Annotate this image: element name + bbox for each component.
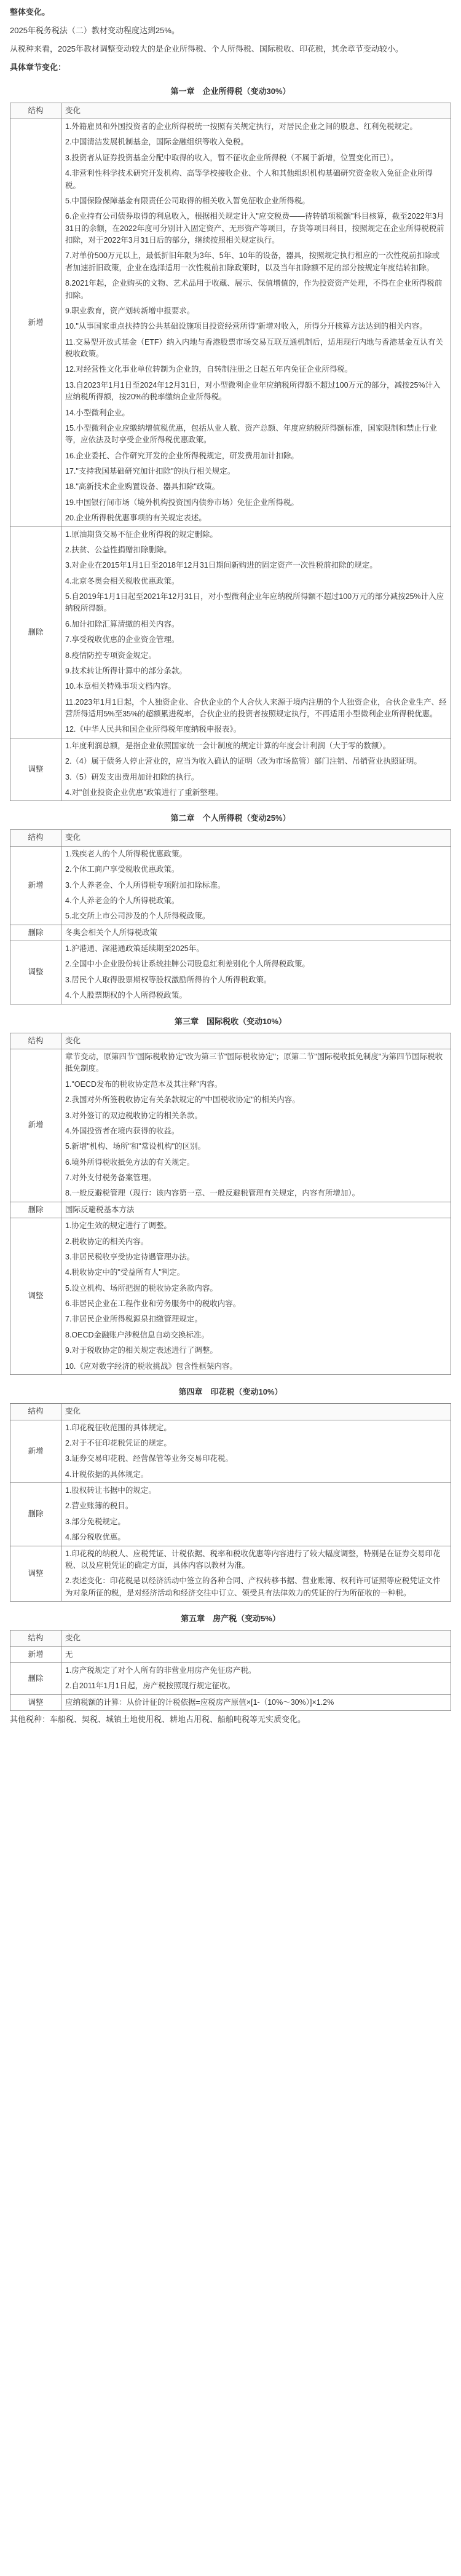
chapter-table <box>10 1403 451 1602</box>
table-row <box>10 1049 451 1202</box>
list-item: 1.印花税的纳税人、应税凭证、计税依据、税率和税收优惠等内容进行了较大幅度调整，特别是在证券交易印花税、以及应税凭证的确定方面，具体内容以教材为准。 <box>65 1549 441 1570</box>
table-row <box>10 1694 451 1710</box>
list-item: 2.我国对外所签税收协定有关条款规定的"中国税收协定"的相关内容。 <box>65 1095 300 1105</box>
row-category: 调整 <box>10 941 61 1004</box>
list-item: 2.自2011年1月1日起，房产税按照现行规定征收。 <box>65 1681 235 1691</box>
row-category: 新增 <box>10 119 61 527</box>
list-item: 17."支持我国基础研究加计扣除"的执行相关规定。 <box>65 467 235 476</box>
list-item: 3.对外签订的双边税收协定的相关条款。 <box>65 1111 202 1120</box>
list-item: 4.北京冬奥会相关税收优惠政策。 <box>65 576 179 585</box>
list-item: 6.加计扣除汇算清缴的相关内容。 <box>65 619 179 628</box>
table-row <box>10 1202 451 1218</box>
list-item: 2.（4）属于债务人停止营业的，应当为收入确认的证明（改为市场监管）部门注销、吊销营业执照证明。 <box>65 757 422 766</box>
list-item: 8.2021年起，企业购买的文物、艺术品用于收藏、展示、保值增值的，作为投资资产处理，不得在企业所得税前扣除。 <box>65 279 443 300</box>
list-item: 1.外籍雇员和外国投资者的企业所得税统一按照有关规定执行，对居民企业之间的股息、红利免税规定。 <box>65 122 417 131</box>
list-item: 5.中国保险保障基金有限责任公司取得的相关收入暂免征收企业所得税。 <box>65 196 310 205</box>
table-row <box>10 1662 451 1694</box>
list-item: 3.投资者从证券投资基金分配中取得的收入，暂不征收企业所得税（不属于新增，位置变化而已）。 <box>65 153 398 162</box>
table-row <box>10 1546 451 1602</box>
table-header-row <box>10 103 451 119</box>
list-item: 3.居民个人取得股票期权等股权激励所得的个人所得税政策。 <box>65 975 272 984</box>
row-items <box>61 119 451 527</box>
list-item: 冬奥会相关个人所得税政策 <box>65 928 158 937</box>
list-item: 1.年度利润总额，是指企业依照国家统一会计制度的规定计算的年度会计利润（大于零的数额）。 <box>65 741 391 750</box>
chapter-table <box>10 103 451 802</box>
table-row <box>10 1646 451 1662</box>
row-category: 新增 <box>10 846 61 925</box>
list-item: 5.设立机构、场所把握的税收协定条款内容。 <box>65 1283 218 1293</box>
table-row <box>10 738 451 801</box>
header-change: 变化 <box>61 103 451 119</box>
list-item: 7.享受税收优惠的企业资金管理。 <box>65 635 179 644</box>
row-items <box>61 1646 451 1662</box>
list-item: 9.技术转让所得计算中的部分条款。 <box>65 666 187 675</box>
list-item: 4.计税依据的具体规定。 <box>65 1470 149 1479</box>
chapter-table <box>10 829 451 1004</box>
list-item: 18."高新技术企业购置设备、器具扣除"政策。 <box>65 482 220 491</box>
list-item: 2.营业账簿的税目。 <box>65 1501 133 1511</box>
row-category: 新增 <box>10 1420 61 1483</box>
list-item: 1.原油期货交易不征企业所得税的规定删除。 <box>65 530 218 539</box>
list-item: 4.个人养老金的个人所得税政策。 <box>65 896 179 905</box>
list-item: 4.非营利性科学技术研究开发机构、高等学校接收企业、个人和其他组织机构基础研究资金收入免征企业所得税。 <box>65 169 433 190</box>
table-header-row <box>10 830 451 846</box>
list-item: 1.残疾老人的个人所得税优惠政策。 <box>65 849 187 858</box>
list-item: 10."从事国家重点扶持的公共基础设施项目投资经营所得"新增对收入，所得分开核算方法达到的相关内容。 <box>65 322 427 331</box>
list-item: 15.小型微利企业应缴纳增值税优惠，包括从业人数、资产总额、年度应纳税所得额标准，国家限制和禁止行业等，应依法及时享受企业所得税优惠政策。 <box>65 423 437 445</box>
row-items <box>61 1662 451 1694</box>
row-items <box>61 1218 451 1375</box>
list-item: 2.税收协定的相关内容。 <box>65 1237 149 1246</box>
row-category: 删除 <box>10 527 61 738</box>
table-row <box>10 1218 451 1375</box>
list-item: 1."OECD发布的税收协定范本及其注释"内容。 <box>65 1079 223 1089</box>
list-item: 1.房产税规定了对个人所有的非营业用房产免征房产税。 <box>65 1666 256 1675</box>
chapter-table <box>10 1033 451 1375</box>
table-row <box>10 1483 451 1546</box>
list-item: 2.对于不征印花税凭证的规定。 <box>65 1438 171 1447</box>
list-item: 7.对外支付税务备案管理。 <box>65 1173 156 1183</box>
list-item: 8.OECD金融账户涉税信息自动交换标准。 <box>65 1330 210 1339</box>
list-item: 9.对于税收协定的相关规定表述进行了调整。 <box>65 1346 218 1355</box>
list-item: 9.职业教育，资产划转新增申报要求。 <box>65 306 195 315</box>
list-item: 7.非居民企业所得税源泉扣缴管理规定。 <box>65 1315 202 1324</box>
list-item: 8.疫情防控专项资金规定。 <box>65 651 156 660</box>
list-item: 2.全国中小企业股份转让系统挂牌公司股息红利差别化个人所得税政策。 <box>65 960 310 969</box>
list-item: 国际反避税基本方法 <box>65 1205 135 1214</box>
header-structure: 结构 <box>10 830 61 846</box>
chapters-container <box>10 85 451 1711</box>
closing-text: 其他税种：车船税、契税、城镇土地使用税、耕地占用税、船舶吨税等无实质变化。 <box>10 1715 306 1725</box>
header-structure: 结构 <box>10 1404 61 1420</box>
list-item: 12.《中华人民共和国企业所得税年度纳税申报表》。 <box>65 725 242 734</box>
list-item: 4.部分税收优惠。 <box>65 1533 125 1542</box>
list-item: 1.协定生效的规定进行了调整。 <box>65 1221 171 1231</box>
list-item: 5.新增"机构、场所"和"常设机构"的区别。 <box>65 1142 206 1151</box>
list-item: 3.非居民税收享受协定待遇管理办法。 <box>65 1252 195 1261</box>
row-items <box>61 1694 451 1710</box>
row-category: 删除 <box>10 1662 61 1694</box>
list-item: 11.交易型开放式基金（ETF）纳入内地与香港股票市场交易互联互通机制后，适用现行内地与香港基金互认有关税收政策。 <box>65 337 444 359</box>
row-items <box>61 941 451 1004</box>
list-item: 11.2023年1月1日起，个人独资企业、合伙企业的个人合伙人来源于境内注册的个人独资企业，合伙企业生产、经营所得适用5%至35%的超额累进税率，合伙企业的投资者按照规定执行，不再适用小型微利企业所得税优惠。 <box>65 697 447 719</box>
list-item: 1.沪港通、深港通政策延续期至2025年。 <box>65 944 204 953</box>
row-items <box>61 738 451 801</box>
list-item: 13.自2023年1月1日至2024年12月31日，对小型微利企业年应纳税所得额不超过100万元的部分，减按25%计入应纳税所得额，按20%的税率缴纳企业所得税。 <box>65 380 441 402</box>
list-item: 19.中国银行间市场（境外机构投资国内债券市场）免征企业所得税。 <box>65 498 299 507</box>
list-item: 7.对单价500万元以上，最低折旧年限为3年、5年、10年的设备，器具，按照规定执行相应的一次性税前扣除或者加速折旧政策，企业在选择适用一次性税前扣除政策时，以及当年扣除额不足的部分按规定年度结转扣除。 <box>65 251 440 272</box>
list-item: 2.个体工商户享受税收优惠政策。 <box>65 865 179 874</box>
table-header-row <box>10 1404 451 1420</box>
row-category: 调整 <box>10 1218 61 1375</box>
table-row <box>10 119 451 527</box>
table-row <box>10 1420 451 1483</box>
header-change: 变化 <box>61 1033 451 1049</box>
chapter-table <box>10 1630 451 1711</box>
list-item: 12.对经营性文化事业单位转制为企业的，自转制注册之日起五年内免征企业所得税。 <box>65 365 353 374</box>
list-item: 10.《应对数字经济的税收挑战》包含性框架内容。 <box>65 1361 237 1371</box>
list-item: 20.企业所得税优惠事项的有关规定表述。 <box>65 514 207 523</box>
list-item: 8.一般反避税管理（现行：该内容第一章、一般反避税管理有关规定，内容有所增加）。 <box>65 1189 360 1198</box>
list-item: 1.印花税征收范围的具体规定。 <box>65 1423 171 1432</box>
list-item: 16.企业委托、合作研究开发的企业所得税规定，研发费用加计扣除。 <box>65 451 299 460</box>
row-category: 删除 <box>10 1483 61 1546</box>
chapter-title: 第一章 企业所得税（变动30%） <box>170 86 291 96</box>
row-category: 新增 <box>10 1049 61 1202</box>
header-structure: 结构 <box>10 1033 61 1049</box>
list-item: 3.对企业在2015年1月1日至2018年12月31日期间新购进的固定资产一次性税前扣除的规定。 <box>65 561 377 570</box>
list-item: 14.小型微利企业。 <box>65 408 130 417</box>
row-items <box>61 846 451 925</box>
overall-text-2: 从税种来看，2025年教材调整变动较大的是企业所得税、个人所得税、国际税收、印花税，其余章节变动较小。 <box>10 44 403 54</box>
list-item: 2.表述变化：印花税是以经济活动中签立的各种合同、产权转移书据、营业账簿、权利许可证照等应税凭证文件为对象所征的税，是对经济活动和经济交往中订立、领受具有法律效力的凭证的行为所征收的一种税。 <box>65 1576 441 1597</box>
list-item: 5.自2019年1月1日起至2021年12月31日，对小型微利企业年应纳税所得额不超过100万元的部分减按25%计入应纳税所得额。 <box>65 592 444 613</box>
table-header-row <box>10 1631 451 1646</box>
list-item: 2.中国清洁发展机制基金，国际金融组织等收入免税。 <box>65 138 248 147</box>
list-item: 4.外国投资者在境内获得的收益。 <box>65 1126 179 1135</box>
chapter-title: 第三章 国际税收（变动10%） <box>174 1016 287 1026</box>
header-change: 变化 <box>61 1404 451 1420</box>
row-items <box>61 925 451 941</box>
list-item: 6.企业持有公司债券取得的利息收入，根据相关规定计入"应交税费——待转销项税额"科目核算，截至2022年3月31日的余额，在2022年度可分别计入固定资产、无形资产等项目，存货等项目科目，按照规定在企业所得税税前扣除，对于2022年3月31日后的部分，继续按照相关规定执行。 <box>65 212 444 245</box>
row-items <box>61 1546 451 1602</box>
row-category: 调整 <box>10 1546 61 1602</box>
list-item: 应纳税额的计算：从价计征的计税依据=应税房产原值×[1-（10%～30%）]×1.2% <box>65 1697 334 1707</box>
table-row <box>10 925 451 941</box>
table-header-row <box>10 1033 451 1049</box>
list-item: 4.个人股票期权的个人所得税政策。 <box>65 991 187 1000</box>
row-items <box>61 527 451 738</box>
table-row <box>10 846 451 925</box>
row-items <box>61 1202 451 1218</box>
list-item: 无 <box>65 1650 73 1659</box>
list-item: 6.境外所得税收抵免方法的有关规定。 <box>65 1157 195 1167</box>
header-change: 变化 <box>61 1631 451 1646</box>
table-row <box>10 527 451 738</box>
list-item: 3.个人养老金、个人所得税专项附加扣除标准。 <box>65 880 226 890</box>
list-item: 3.（5）研发支出费用加计扣除的执行。 <box>65 772 199 781</box>
row-category: 新增 <box>10 1646 61 1662</box>
list-item: 3.部分免税规定。 <box>65 1517 125 1526</box>
row-category: 调整 <box>10 738 61 801</box>
header-structure: 结构 <box>10 1631 61 1646</box>
list-item: 4.对"创业投资企业优惠"政策进行了重新整理。 <box>65 788 223 797</box>
list-item: 3.证券交易印花税、经营保管等业务交易印花税。 <box>65 1454 233 1463</box>
specific-heading: 具体章节变化： <box>10 63 66 72</box>
overall-heading: 整体变化。 <box>10 7 50 17</box>
row-items <box>61 1420 451 1483</box>
chapter-title: 第五章 房产税（变动5%） <box>181 1614 280 1623</box>
row-category: 调整 <box>10 1694 61 1710</box>
list-item: 6.非居民企业在工程作业和劳务服务中的税收内容。 <box>65 1299 241 1309</box>
row-category: 删除 <box>10 1202 61 1218</box>
list-item: 10.本章相关特殊事项文档内容。 <box>65 682 176 691</box>
table-row <box>10 941 451 1004</box>
row-items <box>61 1049 451 1202</box>
row-items <box>61 1483 451 1546</box>
list-item: 章节变动，原第四节"国际税收协定"改为第三节"国际税收协定"；原第二节"国际税收抵免制度"为第四节国际税收抵免制度。 <box>65 1052 443 1073</box>
chapter-title: 第四章 印花税（变动10%） <box>178 1387 283 1396</box>
overall-text: 2025年税务税法（二）教材变动程度达到25%。 <box>10 26 179 36</box>
list-item: 4.税收协定中的"受益所有人"判定。 <box>65 1268 185 1277</box>
list-item: 1.股权转让书据中的规定。 <box>65 1486 156 1495</box>
header-change: 变化 <box>61 830 451 846</box>
list-item: 5.北交所上市公司涉及的个人所得税政策。 <box>65 912 210 921</box>
row-category: 删除 <box>10 925 61 941</box>
header-structure: 结构 <box>10 103 61 119</box>
chapter-title: 第二章 个人所得税（变动25%） <box>170 813 291 823</box>
list-item: 2.扶贫、公益性捐赠扣除删除。 <box>65 545 171 554</box>
